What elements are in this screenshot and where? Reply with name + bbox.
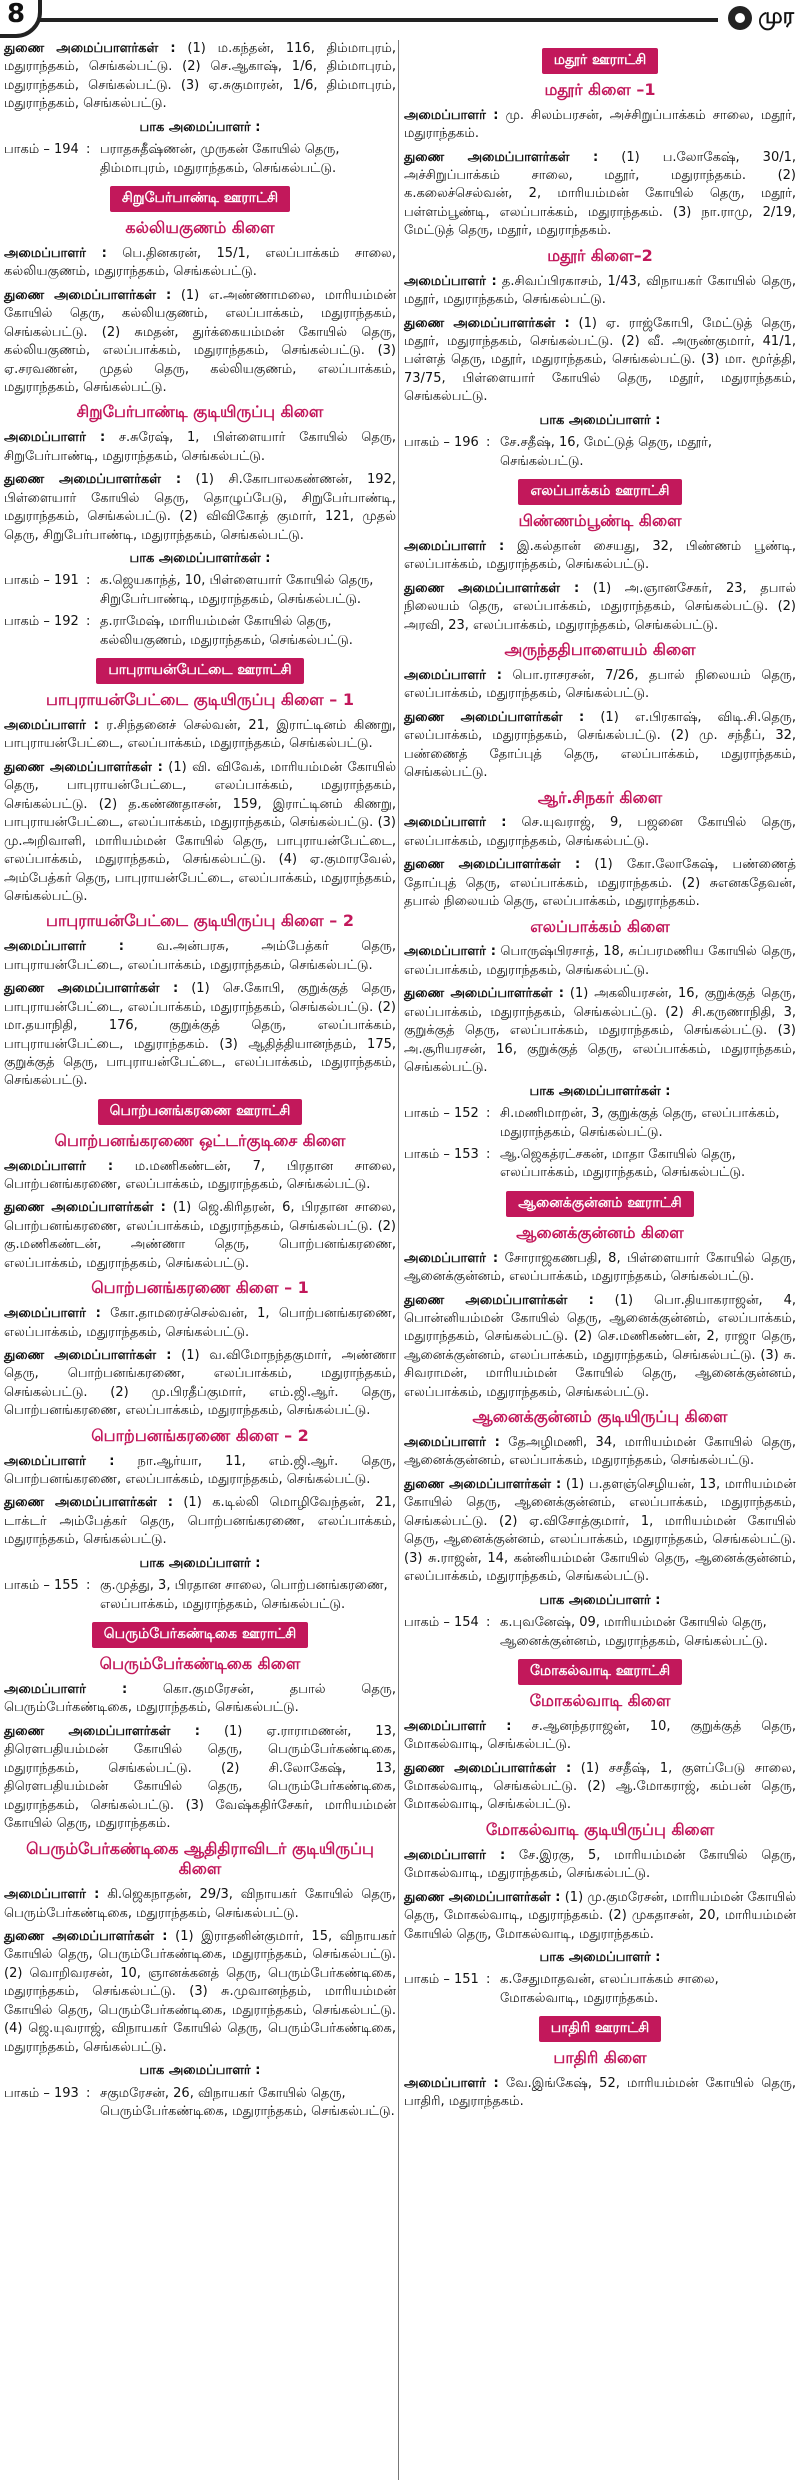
branch-heading: பொற்பனங்கரணை கிளை – 1 [91, 1278, 309, 1298]
officer-details: (1) எ.அண்ணாமலை, மாரியம்மன் கோயில் தெரு, கல்லியகுணம், எலப்பாக்கம், மதுராந்தகம், செங்கல்பட்டு. (2) சுமதன், துர்க்கையம்மன் கோயில் தெரு, கல்லியகுணம், எலப்பாக்கம், மதுராந்தகம், செங்கல்பட்டு. (3) ஏ.சரவணன், முதல் தெரு, கல்லியகுணம், எலப்பாக்கம், மதுராந்தகம், செங்கல்பட்டு. [4, 287, 396, 396]
branch-section [404, 246, 796, 471]
branch-section [404, 1191, 796, 1402]
officer-entry [4, 429, 396, 466]
branch-section [404, 640, 796, 783]
officer-entry [404, 107, 796, 144]
booth-details: சகுமரேசன், 26, விநாயகர் கோயில் தெரு, பெரும்பேர்கண்டிகை, மதுராந்தகம், செங்கல்பட்டு. [100, 2085, 395, 2120]
branch-heading: ஆனைக்குன்னம் கிளை [516, 1222, 684, 1242]
role-label: துணை அமைப்பாளர்கள் : [4, 759, 163, 775]
booth-number: பாகம் – 192 [4, 614, 79, 630]
officer-details: (1) எ.பிரகாஷ், விடி.சி.தெரு, எலப்பாக்கம், மதுராந்தகம், செங்கல்பட்டு. (2) மு. சந்தீப், 32, பண்ணைத் தோப்புத் தெரு, எலப்பாக்கம், மதுராந்தகம், செங்கல்பட்டு. [404, 709, 796, 781]
branch-heading: ஆர்.சிநகர் கிளை [537, 787, 663, 807]
branch-heading: ஆனைக்குன்னம் குடியிருப்பு கிளை [472, 1407, 728, 1427]
officer-entry [404, 1760, 796, 1815]
booth-number: பாகம் – 151 [404, 1972, 479, 1988]
panchayat-heading [404, 1659, 796, 1685]
branch-heading: எலப்பாக்கம் கிளை [530, 916, 670, 936]
branch-section [4, 658, 396, 906]
officer-entry [404, 580, 796, 635]
officer-details: (1) சசதீஷ், 1, குளப்பேடு சாலை, மோகல்வாடி, செங்கல்பட்டு. (2) ஆ.மோகராஜ், கம்பன் தெரு, மோகல்வாடி, செங்கல்பட்டு. [404, 1760, 796, 1813]
booth-row [4, 572, 396, 609]
panchayat-heading-text: பாபுராயன்பேட்டை ஊராட்சி [96, 658, 303, 684]
booth-heading: பாக அமைப்பாளர்கள் : [529, 1083, 671, 1099]
role-label: அமைப்பாளர் : [4, 1681, 128, 1697]
officer-entry [404, 1292, 796, 1403]
right-column [404, 40, 796, 2117]
role-label: அமைப்பாளர் : [4, 430, 106, 446]
officer-details: (1) ப.லோகேஷ், 30/1, அச்சிறுப்பாக்கம் சாலை, மதூர், மதுராந்தகம். (2) க.கலைச்செல்வன், 2, மாரியம்மன் கோயில் தெரு, மதூர், பள்ளம்பூண்டி, எலப்பாக்கம், மதுராந்தகம். (3) நா.ராமு, 2/19, மேட்டுத் தெரு, மதூர், மதுராந்தகம். [404, 149, 797, 239]
officer-details: சே.இரகு, 5, மாரியம்மன் கோயில் தெரு, மோகல்வாடி, மதுராந்தகம், செங்கல்பட்டு. [404, 1847, 796, 1882]
booth-details: ஆ.ஜெகத்ரட்சகன், மாதா கோயில் தெரு, எலப்பாக்கம், மதுராந்தகம், செங்கல்பட்டு. [500, 1147, 746, 1181]
officer-details: ர.சிந்தனைச் செல்வன், 21, இராட்டினம் கிணறு, பாபுராயன்பேட்டை, எலப்பாக்கம், மதுராந்தகம், செங்கல்பட்டு. [4, 717, 396, 752]
masthead-brand [718, 2, 800, 34]
panchayat-heading-text: சிறுபேர்பாண்டி ஊராட்சி [110, 186, 290, 212]
booth-details: த.ராமேஷ், மாரியம்மன் கோயில் தெரு, கல்லியகுணம், மதுராந்தகம், செங்கல்பட்டு. [100, 614, 353, 648]
page-number: 8 [0, 0, 42, 38]
role-label: துணை அமைப்பாளர்கள் : [404, 1292, 594, 1308]
officer-details: நா.ஆர்யா, 11, எம்.ஜி.ஆர். தெரு, பொற்பனங்கரணை, எலப்பாக்கம், மதுராந்தகம், செங்கல்பட்டு. [4, 1453, 396, 1488]
branch-heading: பெரும்பேர்கண்டிகை கிளை [99, 1654, 301, 1674]
branch-section [4, 911, 396, 1090]
panchayat-heading-text: மோகல்வாடி ஊராட்சி [518, 1659, 682, 1685]
officer-details: (1) அ.ஞானசேகர், 23, தபால் நிலையம் தெரு, எலப்பாக்கம், மதுராந்தகம், செங்கல்பட்டு. (2) அரவி, 23, எலப்பாக்கம், மதுராந்தகம், செங்கல்பட்டு. [404, 580, 796, 633]
officer-entry [4, 1886, 396, 1923]
officer-details: த.சிவப்பிரகாசம், 1/43, விநாயகர் கோயில் தெரு, மதூர், மதுராந்தகம், செங்கல்பட்டு. [404, 273, 796, 308]
role-label: அமைப்பாளர் : [404, 667, 502, 683]
booth-number: பாகம் – 154 [404, 1615, 479, 1631]
booth-number: பாகம் – 193 [4, 2085, 79, 2101]
officer-entry [404, 1847, 796, 1884]
officer-details: (1) பொ.தியாகராஜன், 4, பொன்னியம்மன் கோயில் தெரு, ஆனைக்குன்னம், எலப்பாக்கம், மதுராந்தகம், செங்கல்பட்டு. (2) செ.மணிகண்டன், 2, ராஜா தெரு, ஆனைக்குன்னம், எலப்பாக்கம், மதுராந்தகம், செங்கல்பட்டு. (3) சு. சிவராமன், மாரியம்மன் கோயில் தெரு, ஆனைக்குன்னம், எலப்பாக்கம், மதுராந்தகம், செங்கல்பட்டு. [404, 1292, 796, 1400]
officer-entry [404, 1718, 796, 1755]
booth-separator: : [86, 573, 91, 589]
booth-row [404, 1146, 796, 1183]
officer-entry [404, 1250, 796, 1287]
officer-entry [404, 985, 796, 1077]
branch-section [4, 1426, 396, 1614]
panchayat-heading [4, 186, 396, 212]
role-label: துணை அமைப்பாளர்கள் : [404, 315, 570, 331]
booth-separator: : [86, 614, 91, 630]
role-label: துணை அமைப்பாளர்கள் : [4, 287, 172, 303]
officer-entry [404, 1476, 796, 1587]
booth-details: சி.மணிமாறன், 3, குறுக்குத் தெரு, எலப்பாக்கம், மதுராந்தகம், செங்கல்பட்டு. [500, 1106, 780, 1140]
role-label: அமைப்பாளர் : [404, 273, 497, 289]
role-label: அமைப்பாளர் : [4, 245, 107, 261]
booth-heading: பாக அமைப்பாளர் : [139, 1555, 261, 1571]
booth-row [404, 1971, 796, 2008]
role-label: அமைப்பாளர் : [4, 717, 99, 733]
branch-section [404, 479, 796, 635]
officer-entry [4, 1494, 396, 1549]
officer-details: சோராஜகணபதி, 8, பிள்ளையார் கோயில் தெரு, ஆனைக்குன்னம், எலப்பாக்கம், மதுராந்தகம், செங்கல்பட்டு. [404, 1250, 796, 1285]
officer-entry [404, 2075, 796, 2112]
officer-entry [404, 943, 796, 980]
booth-number: பாகம் – 191 [4, 573, 79, 589]
officer-details: (1) செ.கோபி, குறுக்குத் தெரு, பாபுராயன்பேட்டை, எலப்பாக்கம், மதுராந்தகம், செங்கல்பட்டு. (2) மா.தயாநிதி, 176, குறுக்குத் தெரு, எலப்பாக்கம், பாபுராயன்பேட்டை, மதுராந்தகம். (3) ஆதித்தியானந்தம், 175, குறுக்குத் தெரு, பாபுராயன்பேட்டை, எலப்பாக்கம், மதுராந்தகம், செங்கல்பட்டு. [4, 981, 396, 1089]
panchayat-heading [4, 1099, 396, 1125]
role-label: துணை அமைப்பாளர்கள் : [4, 1929, 168, 1944]
branch-heading: பிண்ணம்பூண்டி கிளை [518, 511, 682, 531]
branch-heading: பொற்பனங்கரணை கிளை – 2 [91, 1425, 309, 1445]
role-label: துணை அமைப்பாளர்கள் : [4, 1347, 172, 1363]
officer-entry [404, 538, 796, 575]
booth-number: பாகம் – 194 [4, 142, 79, 158]
branch-heading: அருந்ததிபாளையம் கிளை [504, 640, 696, 660]
officer-details: ம.மணிகண்டன், 7, பிரதான சாலை, பொற்பனங்கரணை, எலப்பாக்கம், மதுராந்தகம், செங்கல்பட்டு. [4, 1158, 396, 1192]
officer-entry [4, 1305, 396, 1342]
officer-entry [4, 1681, 396, 1718]
booth-row [404, 1105, 796, 1142]
column-divider [398, 40, 399, 2480]
masthead-logo-icon [728, 6, 752, 30]
booth-heading: பாக அமைப்பாளர் : [539, 1950, 661, 1965]
branch-section [404, 48, 796, 241]
booth-separator: : [86, 1578, 91, 1594]
branch-heading: மோகல்வாடி குடியிருப்பு கிளை [485, 1819, 715, 1839]
role-label: அமைப்பாளர் : [4, 1158, 114, 1174]
branch-section [404, 788, 796, 912]
officer-entry [4, 287, 396, 398]
officer-entry [4, 1928, 396, 2057]
panchayat-heading [4, 1622, 396, 1648]
booth-heading: பாக அமைப்பாளர் : [539, 1592, 661, 1608]
officer-details: (1) கோ.லோகேஷ், பண்ணைத் தோப்புத் தெரு, எலப்பாக்கம், மதுராந்தகம். (2) சுஎனகதேவன், தபால் நிலையம் தெரு, எலப்பாக்கம், மதுராந்தகம். [404, 857, 796, 910]
panchayat-heading-text: பெரும்பேர்கண்டிகை ஊராட்சி [92, 1622, 309, 1648]
officer-details: மு. சிலம்பரசன், அச்சிறுப்பாக்கம் சாலை, மதூர், மதுராந்தகம். [404, 107, 796, 142]
branch-section [4, 40, 396, 178]
panchayat-heading [404, 48, 796, 74]
booth-separator: : [486, 1972, 491, 1988]
role-label: துணை அமைப்பாளர்கள் : [4, 981, 179, 997]
branch-heading: மோகல்வாடி கிளை [529, 1690, 671, 1710]
role-label: துணை அமைப்பாளர்கள் : [404, 857, 581, 873]
booth-row [404, 434, 796, 471]
officer-details: செ.யுவராஜ், 9, பஜனை கோயில் தெரு, எலப்பாக்கம், மதுராந்தகம், செங்கல்பட்டு. [404, 815, 796, 849]
booth-details: க.ஜெயகாந்த், 10, பிள்ளையார் கோயில் தெரு, சிறுபேர்பாண்டி, மதுராந்தகம், செங்கல்பட்டு. [100, 573, 374, 607]
booth-number: பாகம் – 196 [404, 435, 479, 451]
role-label: துணை அமைப்பாளர்கள் : [404, 1889, 561, 1905]
booth-separator: : [86, 142, 91, 158]
role-label: துணை அமைப்பாளர்கள் : [404, 986, 564, 1002]
officer-details: (1) ம.கந்தன், 116, திம்மாபுரம், மதுராந்தகம், செங்கல்பட்டு. (2) செ.ஆகாஷ், 1/6, திம்மாபுரம், மதுராந்தகம், செங்கல்பட்டு. (3) ஏ.சுகுமாரன், 1/6, திம்மாபுரம், மதுராந்தகம், செங்கல்பட்டு. [4, 41, 396, 112]
branch-section [404, 2016, 796, 2112]
role-label: அமைப்பாளர் : [4, 939, 124, 955]
role-label: துணை அமைப்பாளர்கள் : [4, 472, 182, 488]
masthead-title: முர [758, 4, 794, 29]
branch-heading: கல்லியகுணம் கிளை [125, 218, 275, 238]
officer-entry [4, 245, 396, 282]
page-header [0, 0, 800, 38]
officer-entry [4, 471, 396, 545]
booth-row [4, 1577, 396, 1614]
booth-details: க.புவனேஷ், 09, மாரியம்மன் கோயில் தெரு, ஆனைக்குன்னம், மதுராந்தகம், செங்கல்பட்டு. [500, 1615, 768, 1649]
officer-entry [4, 717, 396, 754]
officer-details: கொ.குமரேசன், தபால் தெரு, பெரும்பேர்கண்டிகை, மதுராந்தகம், செங்கல்பட்டு. [4, 1681, 396, 1716]
officer-entry [4, 1158, 396, 1195]
role-label: துணை அமைப்பாளர்கள் : [404, 1476, 562, 1492]
officer-entry [404, 1434, 796, 1471]
branch-section [404, 1407, 796, 1651]
officer-details: பொ.ராசரசன், 7/26, தபால் நிலையம் தெரு, எலப்பாக்கம், மதுராந்தகம், செங்கல்பட்டு. [404, 667, 796, 702]
officer-details: வே.இங்கேஷ், 52, மாரியம்மன் கோயில் தெரு, பாதிரி, மதுராந்தகம். [404, 2076, 796, 2110]
branch-section [404, 1659, 796, 1815]
booth-row [404, 1614, 796, 1651]
officer-entry [404, 273, 796, 310]
officer-details: இ.கல்தான் சையது, 32, பிண்ணம் பூண்டி, எலப்பாக்கம், மதுராந்தகம், செங்கல்பட்டு. [404, 538, 796, 573]
panchayat-heading-text: பொற்பனங்கரணை ஊராட்சி [98, 1099, 303, 1125]
branch-section [4, 186, 396, 397]
officer-details: (1) ஏ.ராராமணன், 13, திரௌபதியம்மன் கோயில் தெரு, பெரும்பேர்கண்டிகை, மதுராந்தகம், செங்கல்பட்டு. (2) சி.லோகேஷ், 13, திரௌபதியம்மன் கோயில் தெரு, பெரும்பேர்கண்டிகை, மதுராந்தகம், செங்கல்பட்டு. (3) வேஷ்கதிர்சேகர், மாரியம்மன் கோயில் தெரு, மதுராந்தகம். [4, 1723, 396, 1832]
panchayat-heading [404, 1191, 796, 1217]
branch-section [404, 917, 796, 1183]
branch-heading: சிறுபேர்பாண்டி குடியிருப்பு கிளை [76, 402, 324, 422]
booth-number: பாகம் – 153 [404, 1147, 479, 1163]
officer-details: (1) ஏ. ராஜ்கோபி, மேட்டுத் தெரு, மதூர், மதுராந்தகம், செங்கல்பட்டு. (2) வீ. அருண்குமார், 41/1, பள்ளத் தெரு, மதூர், மதுராந்தகம், செங்கல்பட்டு. (3) மா. மூர்த்தி, 73/75, பிள்ளையார் கோயில் தெரு, மதூர், மதுராந்தகம், செங்கல்பட்டு. [404, 315, 796, 405]
panchayat-heading [404, 479, 796, 505]
role-label: அமைப்பாளர் : [404, 1250, 499, 1266]
panchayat-heading-text: மதூர் ஊராட்சி [542, 48, 658, 74]
role-label: அமைப்பாளர் : [404, 2076, 499, 2092]
booth-details: கு.முத்து, 3, பிரதான சாலை, பொற்பனங்கரணை, எலப்பாக்கம், மதுராந்தகம், செங்கல்பட்டு. [100, 1578, 388, 1612]
booth-details: பராதசுதீஷ்ணன், முருகன் கோயில் தெரு, திம்மாபுரம், மதுராந்தகம், செங்கல்பட்டு. [100, 142, 340, 176]
officer-details: தேஅழிமணி, 34, மாரியம்மன் கோயில் தெரு, ஆனைக்குன்னம், எலப்பாக்கம், மதுராந்தகம், செங்கல்பட்டு. [404, 1435, 796, 1469]
branch-heading: பாபுராயன்பேட்டை குடியிருப்பு கிளை – 1 [46, 690, 354, 710]
officer-entry [404, 856, 796, 911]
officer-details: பொருஷ்பிரசாத், 18, சுப்பரமணிய கோயில் தெரு, எலப்பாக்கம், மதுராந்தகம், செங்கல்பட்டு. [404, 944, 796, 978]
officer-entry [4, 40, 396, 114]
role-label: அமைப்பாளர் : [404, 1847, 506, 1863]
left-column [4, 40, 396, 2126]
role-label: அமைப்பாளர் : [404, 944, 496, 960]
role-label: துணை அமைப்பாளர்கள் : [4, 41, 176, 56]
booth-row [4, 141, 396, 178]
branch-heading: பெரும்பேர்கண்டிகை ஆதிதிராவிடர் குடியிருப்பு கிளை [26, 1838, 374, 1879]
officer-entry [4, 980, 396, 1091]
role-label: துணை அமைப்பாளர்கள் : [4, 1495, 173, 1511]
branch-heading: மதூர் கிளை–2 [547, 245, 653, 265]
officer-details: (1) சி.கோபாலகண்ணன், 192, பிள்ளையார் கோயில் தெரு, தொழுப்பேடு, சிறுபேர்பாண்டி, மதுராந்தகம், செங்கல்பட்டு. (2) விவிகோத் குமார், 121, முதல் தெரு, சிறுபேர்பாண்டி, மதுராந்தகம், செங்கல்பட்டு. [4, 472, 396, 543]
role-label: அமைப்பாளர் : [404, 1435, 500, 1451]
booth-number: பாகம் – 152 [404, 1106, 479, 1122]
booth-separator: : [486, 1615, 491, 1631]
panchayat-heading-text: ஆனைக்குன்னம் ஊராட்சி [506, 1191, 693, 1217]
booth-row [4, 613, 396, 650]
officer-details: (1) க.டில்லி மொழிவேந்தன், 21, டாக்டர் அம்பேத்கர் தெரு, பொற்பனங்கரணை, எலப்பாக்கம், மதுராந்தகம், செங்கல்பட்டு. [4, 1495, 396, 1548]
booth-separator: : [486, 1147, 491, 1163]
role-label: துணை அமைப்பாளர்கள் : [4, 1723, 200, 1739]
officer-details: (1) வி. விவேக், மாரியம்மன் கோயில் தெரு, பாபுராயன்பேட்டை, எலப்பாக்கம், மதுராந்தகம், செங்கல்பட்டு. (2) த.கண்ணதாசன், 159, இராட்டினம் கிணறு, பாபுராயன்பேட்டை, எலப்பாக்கம், மதுராந்தகம், செங்கல்பட்டு. (3) மு.அறிவாளி, மாரியம்மன் கோயில் தெரு, பாபுராயன்பேட்டை, எலப்பாக்கம், மதுராந்தகம், செங்கல்பட்டு. (4) ஏ.குமாரவேல், அம்பேத்கர் தெரு, பாபுராயன்பேட்டை, எலப்பாக்கம், மதுராந்தகம், செங்கல்பட்டு. [4, 759, 396, 904]
panchayat-heading [404, 2016, 796, 2042]
officer-entry [4, 1347, 396, 1421]
officer-entry [4, 1199, 396, 1273]
booth-details: சே.சதீஷ், 16, மேட்டுத் தெரு, மதூர், செங்கல்பட்டு. [500, 435, 713, 469]
panchayat-heading [4, 658, 396, 684]
officer-details: (1) அகலியரசன், 16, குறுக்குத் தெரு, எலப்பாக்கம், மதுராந்தகம், செங்கல்பட்டு. (2) சி.கருணாநிதி, 3, குறுக்குத் தெரு, எலப்பாக்கம், மதுராந்தகம், செங்கல்பட்டு. (3) அ.சூரியரசன், 16, குறுக்குத் தெரு, எலப்பாக்கம், மதுராந்தகம், செங்கல்பட்டு. [404, 986, 796, 1076]
role-label: துணை அமைப்பாளர்கள் : [404, 709, 585, 725]
officer-entry [404, 149, 796, 241]
role-label: அமைப்பாளர் : [404, 815, 507, 831]
officer-details: வ.அன்பரசு, அம்பேத்கர் தெரு, பாபுராயன்பேட்டை, எலப்பாக்கம், மதுராந்தகம், செங்கல்பட்டு. [4, 939, 396, 973]
branch-section [404, 1820, 796, 2008]
officer-details: (1) ஜெ.கிரிதரன், 6, பிரதான சாலை, பொற்பனங்கரணை, எலப்பாக்கம், மதுராந்தகம், செங்கல்பட்டு. (2) கு.மணிகண்டன், அண்ணா தெரு, பொற்பனங்கரணை, எலப்பாக்கம், மதுராந்தகம், செங்கல்பட்டு. [4, 1200, 396, 1271]
officer-entry [404, 709, 796, 783]
officer-entry [404, 814, 796, 851]
role-label: அமைப்பாளர் : [404, 538, 505, 554]
branch-section [4, 1622, 396, 1833]
officer-details: ச.சுரேஷ், 1, பிள்ளையார் கோயில் தெரு, சிறுபேர்பாண்டி, மதுராந்தகம், செங்கல்பட்டு. [4, 430, 396, 464]
header-rule [40, 18, 800, 22]
booth-heading: பாக அமைப்பாளர் : [539, 412, 661, 428]
role-label: அமைப்பாளர் : [404, 1718, 512, 1734]
role-label: துணை அமைப்பாளர்கள் : [4, 1200, 166, 1216]
branch-heading: பாபுராயன்பேட்டை குடியிருப்பு கிளை – 2 [46, 911, 354, 931]
officer-details: ச.ஆனந்தராஜன், 10, குறுக்குத் தெரு, மோகல்வாடி, செங்கல்பட்டு. [404, 1718, 796, 1753]
officer-entry [4, 1453, 396, 1490]
officer-details: கி.ஜெகநாதன், 29/3, விநாயகர் கோயில் தெரு, பெரும்பேர்கண்டிகை, மதுராந்தகம், செங்கல்பட்டு. [4, 1887, 396, 1921]
booth-details: க.சேதுமாதவன், எலப்பாக்கம் சாலை, மோகல்வாடி, மதுராந்தகம். [500, 1972, 719, 2006]
role-label: அமைப்பாளர் : [404, 107, 499, 123]
booth-number: பாகம் – 155 [4, 1578, 79, 1594]
panchayat-heading-text: எலப்பாக்கம் ஊராட்சி [518, 479, 681, 505]
role-label: அமைப்பாளர் : [4, 1887, 100, 1903]
booth-heading: பாக அமைப்பாளர் : [139, 119, 261, 135]
officer-entry [404, 315, 796, 407]
branch-heading: மதூர் கிளை –1 [544, 79, 656, 99]
booth-separator: : [86, 2085, 91, 2101]
booth-separator: : [486, 435, 491, 451]
officer-details: கோ.தாமரைச்செல்வன், 1, பொற்பனங்கரணை, எலப்பாக்கம், மதுராந்தகம், செங்கல்பட்டு. [4, 1306, 396, 1340]
role-label: அமைப்பாளர் : [4, 1306, 101, 1322]
branch-section [4, 1099, 396, 1273]
officer-details: பெ.தினகரன், 15/1, எலப்பாக்கம் சாலை, கல்லியகுணம், மதுராந்தகம், செங்கல்பட்டு. [4, 245, 396, 280]
role-label: துணை அமைப்பாளர்கள் : [404, 1760, 572, 1776]
officer-entry [4, 1723, 396, 1834]
role-label: துணை அமைப்பாளர்கள் : [404, 149, 599, 165]
branch-section [4, 1839, 396, 2122]
branch-section [4, 1278, 396, 1421]
branch-section [4, 402, 396, 650]
role-label: துணை அமைப்பாளர்கள் : [404, 580, 580, 596]
booth-row [4, 2085, 396, 2122]
role-label: அமைப்பாளர் : [4, 1453, 115, 1469]
panchayat-heading-text: பாதிரி ஊராட்சி [539, 2016, 661, 2042]
officer-entry [404, 667, 796, 704]
officer-entry [4, 938, 396, 975]
officer-details: (1) வ.விமோநந்தகுமார், அண்ணா தெரு, பொற்பனங்கரணை, எலப்பாக்கம், மதுராந்தகம், செங்கல்பட்டு. (2) மு.பிரதீப்குமார், எம்.ஜி.ஆர். தெரு, பொற்பனங்கரணை, எலப்பாக்கம், மதுராந்தகம், செங்கல்பட்டு. [4, 1347, 396, 1419]
booth-separator: : [486, 1106, 491, 1122]
officer-entry [404, 1889, 796, 1944]
branch-heading: பொற்பனங்கரணை ஒட்டர்குடிசை கிளை [54, 1130, 346, 1150]
booth-heading: பாக அமைப்பாளர்கள் : [129, 550, 271, 566]
booth-heading: பாக அமைப்பாளர் : [139, 2063, 261, 2079]
officer-details: (1) இராதனின்குமார், 15, விநாயகர் கோயில் தெரு, பெரும்பேர்கண்டிகை, மதுராந்தகம், செங்கல்பட்டு. (2) வொறிவரசன், 10, ஞானக்கனத் தெரு, பெரும்பேர்கண்டிகை, மதுராந்தகம், செங்கல்பட்டு. (3) சு.முவானந்தம், மாரியம்மன் கோயில் தெரு, பெரும்பேர்கண்டிகை, மதுராந்தகம், செங்கல்பட்டு. (4) ஜெ.யுவராஜ், விநாயகர் கோயில் தெரு, பெரும்பேர்கண்டிகை, மதுராந்தகம், செங்கல்பட்டு. [4, 1929, 396, 2055]
branch-heading: பாதிரி கிளை [553, 2048, 647, 2068]
officer-details: (1) ப.தளஞ்செழியன், 13, மாரியம்மன் கோயில் தெரு, ஆனைக்குன்னம், எலப்பாக்கம், மதுராந்தகம், செங்கல்பட்டு. (2) ஏ.விசோத்குமார், 1, மாரியம்மன் கோயில் தெரு, ஆனைக்குன்னம், எலப்பாக்கம், மதுராந்தகம், செங்கல்பட்டு. (3) சு.ராஜன், 14, கன்னியம்மன் கோயில் தெரு, ஆனைக்குன்னம், எலப்பாக்கம், மதுராந்தகம், செங்கல்பட்டு. [404, 1476, 796, 1585]
officer-entry [4, 759, 396, 907]
officer-details: (1) மு.குமரேசன், மாரியம்மன் கோயில் தெரு, மோகல்வாடி, மதுராந்தகம். (2) முகதாசன், 20, மாரியம்மன் கோயில் தெரு, மோகல்வாடி, மதுராந்தகம். [404, 1889, 796, 1942]
